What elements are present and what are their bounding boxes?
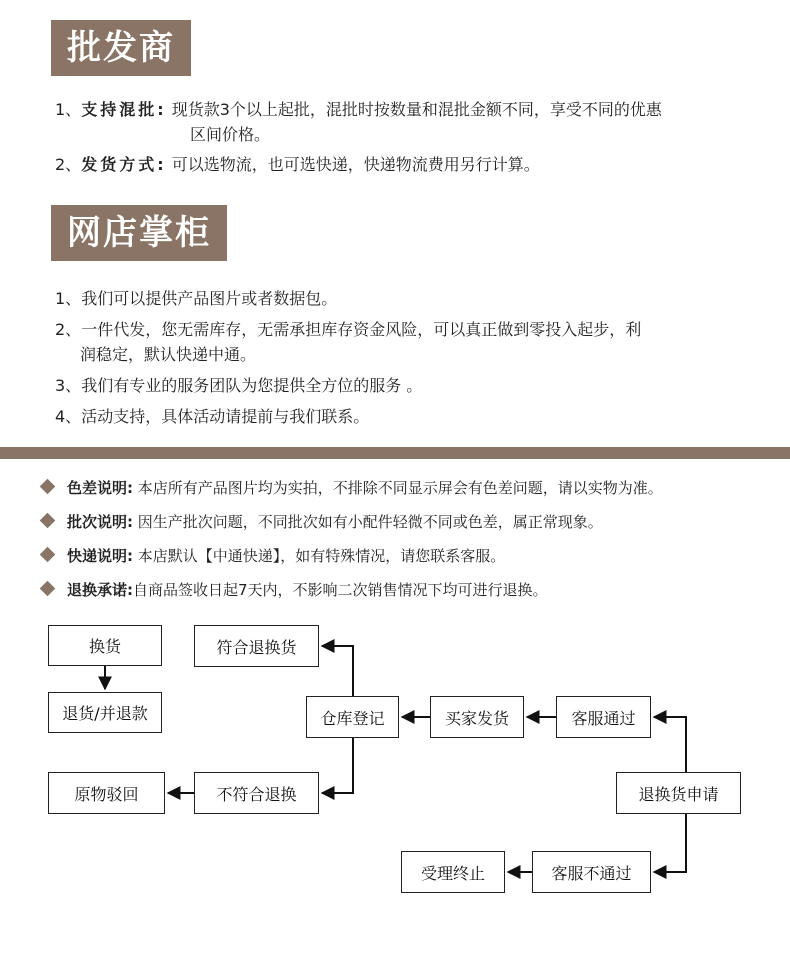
- shopkeeper-title: 网店掌柜: [51, 205, 227, 261]
- wholesale-title: 批发商: [51, 20, 191, 76]
- note-shipping: 快递说明: 本店默认【中通快递】，如有特殊情况，请您联系客服。: [42, 545, 505, 567]
- note-batch: 批次说明: 因生产批次问题，不同批次如有小配件轻微不同或色差，属正常现象。: [42, 511, 603, 533]
- flow-exchange: 换货: [48, 625, 162, 666]
- flow-warehouse: 仓库登记: [306, 696, 399, 738]
- shopkeeper-item-2-cont: 润稳定，默认快递中通。: [80, 345, 257, 364]
- wholesale-item-2: 2、发货方式: 可以选物流，也可选快递，快递物流费用另行计算。: [55, 155, 540, 174]
- note-return-policy: 退换承诺:自商品签收日起7天内，不影响二次销售情况下均可进行退换。: [42, 579, 548, 601]
- shopkeeper-item-2: 2、一件代发，您无需库存，无需承担库存资金风险，可以真正做到零投入起步，利: [55, 320, 642, 339]
- shopkeeper-item-3: 3、我们有专业的服务团队为您提供全方位的服务 。: [55, 376, 423, 395]
- flow-apply: 退换货申请: [616, 772, 741, 814]
- shopkeeper-item-1: 1、我们可以提供产品图片或者数据包。: [55, 289, 338, 308]
- flow-not-qualified: 不符合退换: [194, 772, 319, 814]
- flow-rejected: 原物驳回: [48, 772, 165, 814]
- flow-buyer-ship: 买家发货: [430, 696, 524, 738]
- wholesale-item-1-cont: 区间价格。: [190, 125, 271, 144]
- flow-service-fail: 客服不通过: [532, 851, 651, 893]
- flow-return-refund: 退货/并退款: [48, 692, 162, 733]
- shopkeeper-item-4: 4、活动支持，具体活动请提前与我们联系。: [55, 407, 370, 426]
- flow-qualified: 符合退换货: [194, 625, 319, 667]
- note-color-difference: 色差说明: 本店所有产品图片均为实拍，不排除不同显示屏会有色差问题，请以实物为准。: [42, 477, 663, 499]
- wholesale-item-1: 1、支持混批: 现货款3个以上起批，混批时按数量和混批金额不同，享受不同的优惠: [55, 100, 662, 119]
- flow-terminated: 受理终止: [401, 851, 505, 893]
- flow-service-pass: 客服通过: [556, 696, 651, 738]
